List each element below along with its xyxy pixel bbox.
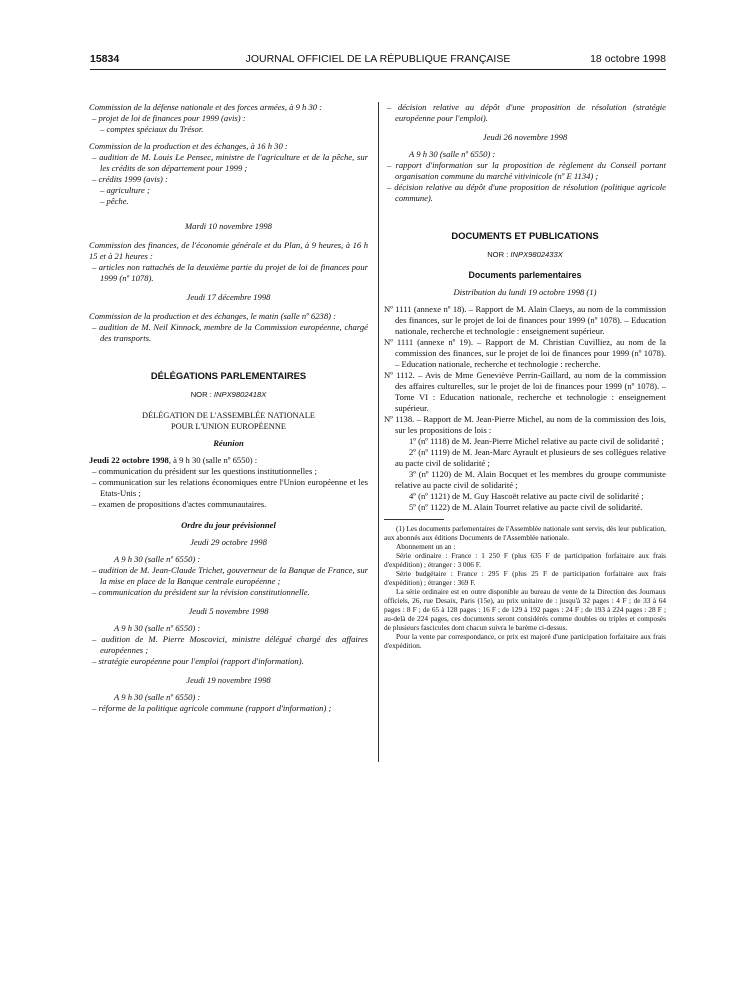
distribution-line: Distribution du lundi 19 octobre 1998 (1) [453, 287, 597, 297]
document-subentry: 2º (nº 1119) de M. Jean-Marc Ayrault et plusieurs de ses collègues relative au pacte civil de solidarité ; [395, 447, 666, 468]
agenda-subitem: – comptes spéciaux du Trésor. [100, 124, 204, 134]
footnote-text: Abonnement un an : [396, 542, 456, 551]
nor-reference [89, 389, 368, 400]
agenda-item: – projet de loi de finances pour 1999 (avis) : [92, 113, 246, 123]
document-subentry: 1º (nº 1118) de M. Jean-Pierre Michel relative au pacte civil de solidarité ; [409, 436, 664, 446]
nor-code: INPX9802433X [510, 250, 563, 259]
date-heading: Jeudi 19 novembre 1998 [186, 675, 271, 685]
document-entry: Nº 1138. – Rapport de M. Jean-Pierre Michel, au nom de la commission des lois, sur les propositions de lois : [384, 414, 666, 435]
footnote-text: La série ordinaire est en outre disponible au bureau de vente de la Direction des Journaux officiels, 26, rue Desaix, Paris (15e), au prix unitaire de : jusqu'à 32 pages : 4 F ; de 33 à 64 pages : 8 F ; de 65 à 128 pages : 16 F ; de 129 à 192 pages : 24 F ; de 193 à 224 pages : 28 F ; au-delà de 224 pages, ces documents seront considérés comme doubles ou triples et composés de plusieurs fascicules dont chacun suivra le barème ci-dessus. [384, 587, 666, 632]
document-subentry: 5º (nº 1122) de M. Alain Tourret relative au pacte civil de solidarité. [409, 502, 643, 512]
agenda-item: – réforme de la politique agricole commune (rapport d'information) ; [92, 703, 332, 713]
meeting-date: Jeudi 22 octobre 1998 [89, 455, 169, 465]
agenda-item: – articles non rattachés de la deuxième partie du projet de loi de finances pour 1999 (nº 1078). [92, 262, 368, 283]
agenda-item: – crédits 1999 (avis) : [92, 174, 168, 184]
nor-label: NOR : [190, 390, 214, 399]
date-heading: Jeudi 17 décembre 1998 [186, 292, 271, 302]
document-subentry: 3º (nº 1120) de M. Alain Bocquet et les membres du groupe communiste relative au pacte civil de solidarité ; [395, 469, 666, 490]
documents-subtitle: Documents parlementaires [468, 270, 582, 280]
date-heading: Jeudi 5 novembre 1998 [188, 606, 269, 616]
journal-title: JOURNAL OFFICIEL DE LA RÉPUBLIQUE FRANÇAISE [245, 53, 511, 65]
document-entry: Nº 1112. – Avis de Mme Geneviève Perrin-Gaillard, au nom de la commission des affaires culturelles, sur le projet de loi de finances pour 1999 (nº 1078). – Tome VI : Education nationale, recherche et technologie : enseignement supérieur. [384, 370, 666, 413]
delegation-title: DÉLÉGATION DE L'ASSEMBLÉE NATIONALE [142, 411, 315, 420]
agenda-item: – stratégie européenne pour l'emploi (rapport d'information). [92, 656, 304, 666]
column-divider [378, 102, 379, 762]
agenda-item: – audition de M. Louis Le Pensec, ministre de l'agriculture et de la pêche, sur les crédits de son département pour 1999 ; [92, 152, 368, 173]
finance-commission-heading: Commission des finances, de l'économie générale et du Plan, à 9 heures, à 16 h 15 et à 21 heures : [89, 240, 368, 261]
agenda-item: – décision relative au dépôt d'une proposition de résolution (stratégie européenne pour l'emploi). [387, 102, 666, 123]
session-time: A 9 h 30 (salle nº 6550) : [114, 623, 201, 633]
session-time: A 9 h 30 (salle nº 6550) : [114, 554, 201, 564]
agenda-item: – communication du président sur la révision constitutionnelle. [92, 587, 310, 597]
nor-code: INPX9802418X [213, 390, 267, 399]
footnote-rule [384, 519, 444, 520]
meeting-item: – communication sur les relations économiques entre l'Union européenne et les Etats-Unis ; [92, 477, 368, 498]
agenda-item: – décision relative au dépôt d'une proposition de résolution (politique agricole commune). [387, 182, 666, 203]
agenda-item: – audition de M. Jean-Claude Trichet, gouverneur de la Banque de France, sur la mise en place de la Banque centrale européenne ; [92, 565, 368, 586]
defense-commission-heading: Commission de la défense nationale et des forces armées, à 9 h 30 : [89, 102, 323, 112]
footnote-text: (1) Les documents parlementaires de l'Assemblée nationale sont servis, dès leur publication, aux abonnés aux éditions Documents de l'Assemblée nationale. [384, 524, 666, 542]
document-entry: Nº 1111 (annexe nº 18). – Rapport de M. Alain Claeys, au nom de la commission des finances, sur le projet de loi de finances pour 1999 (nº 1078). – Education nationale, recherche et technologie : enseignement supérieur. [384, 304, 666, 336]
provisional-agenda-heading: Ordre du jour prévisionnel [181, 520, 276, 530]
footnote-text: Série budgétaire : France : 295 F (plus 25 F de participation forfaitaire aux frais d'expédition) ; étranger : 369 F. [384, 569, 666, 587]
page-number: 15834 [90, 53, 120, 65]
production-commission-heading: Commission de la production et des échanges, à 16 h 30 : [89, 141, 288, 151]
meeting-item: – communication du président sur les questions institutionnelles ; [92, 466, 317, 476]
left-column [89, 102, 368, 714]
document-entry: Nº 1111 (annexe nº 19). – Rapport de M. Christian Cuvilliez, au nom de la commission des finances, sur le projet de loi de finances pour 1999 (nº 1078). – Education nationale, recherche et technologie : recherche. [384, 337, 666, 369]
agenda-item: – audition de M. Neil Kinnock, membre de la Commission européenne, chargé des transports. [92, 322, 368, 343]
agenda-subitem: – agriculture ; [100, 185, 150, 195]
meeting-time: , à 9 h 30 (salle nº 6550) : [168, 455, 258, 465]
page-header [90, 53, 666, 67]
nor-label: NOR : [487, 250, 511, 259]
right-column [384, 102, 666, 650]
footnote-text: Série ordinaire : France : 1 250 F (plus 635 F de participation forfaitaire aux frais d'expédition) ; étranger : 3 006 F. [384, 551, 666, 569]
document-subentry: 4º (nº 1121) de M. Guy Hascoët relative au pacte civil de solidarité ; [409, 491, 644, 501]
meeting-line [89, 455, 368, 466]
header-rule [90, 69, 666, 70]
agenda-item: – rapport d'information sur la proposition de règlement du Conseil portant organisation commune du marché vitivinicole (nº E 1134) ; [387, 160, 666, 181]
delegation-subtitle: POUR L'UNION EUROPÉENNE [170, 422, 287, 431]
session-time: A 9 h 30 (salle nº 6550) : [114, 692, 201, 702]
date-heading: Jeudi 26 novembre 1998 [482, 132, 568, 142]
agenda-item: – audition de M. Pierre Moscovici, ministre délégué chargé des affaires européennes ; [92, 634, 368, 655]
section-title-documents: DOCUMENTS ET PUBLICATIONS [451, 230, 599, 241]
issue-date: 18 octobre 1998 [590, 53, 666, 65]
session-time: A 9 h 30 (salle nº 6550) : [409, 149, 496, 159]
nor-reference [384, 249, 666, 260]
date-heading: Jeudi 29 octobre 1998 [190, 537, 267, 547]
production-commission-heading: Commission de la production et des échanges, le matin (salle nº 6238) : [89, 311, 336, 321]
meeting-heading: Réunion [213, 438, 244, 448]
meeting-item: – examen de propositions d'actes communautaires. [92, 499, 267, 509]
footnote-text: Pour la vente par correspondance, ce prix est majoré d'une participation forfaitaire aux frais d'expédition. [384, 632, 666, 650]
agenda-subitem: – pêche. [100, 196, 129, 206]
date-heading: Mardi 10 novembre 1998 [185, 221, 272, 231]
section-title-delegations: DÉLÉGATIONS PARLEMENTAIRES [150, 370, 307, 381]
